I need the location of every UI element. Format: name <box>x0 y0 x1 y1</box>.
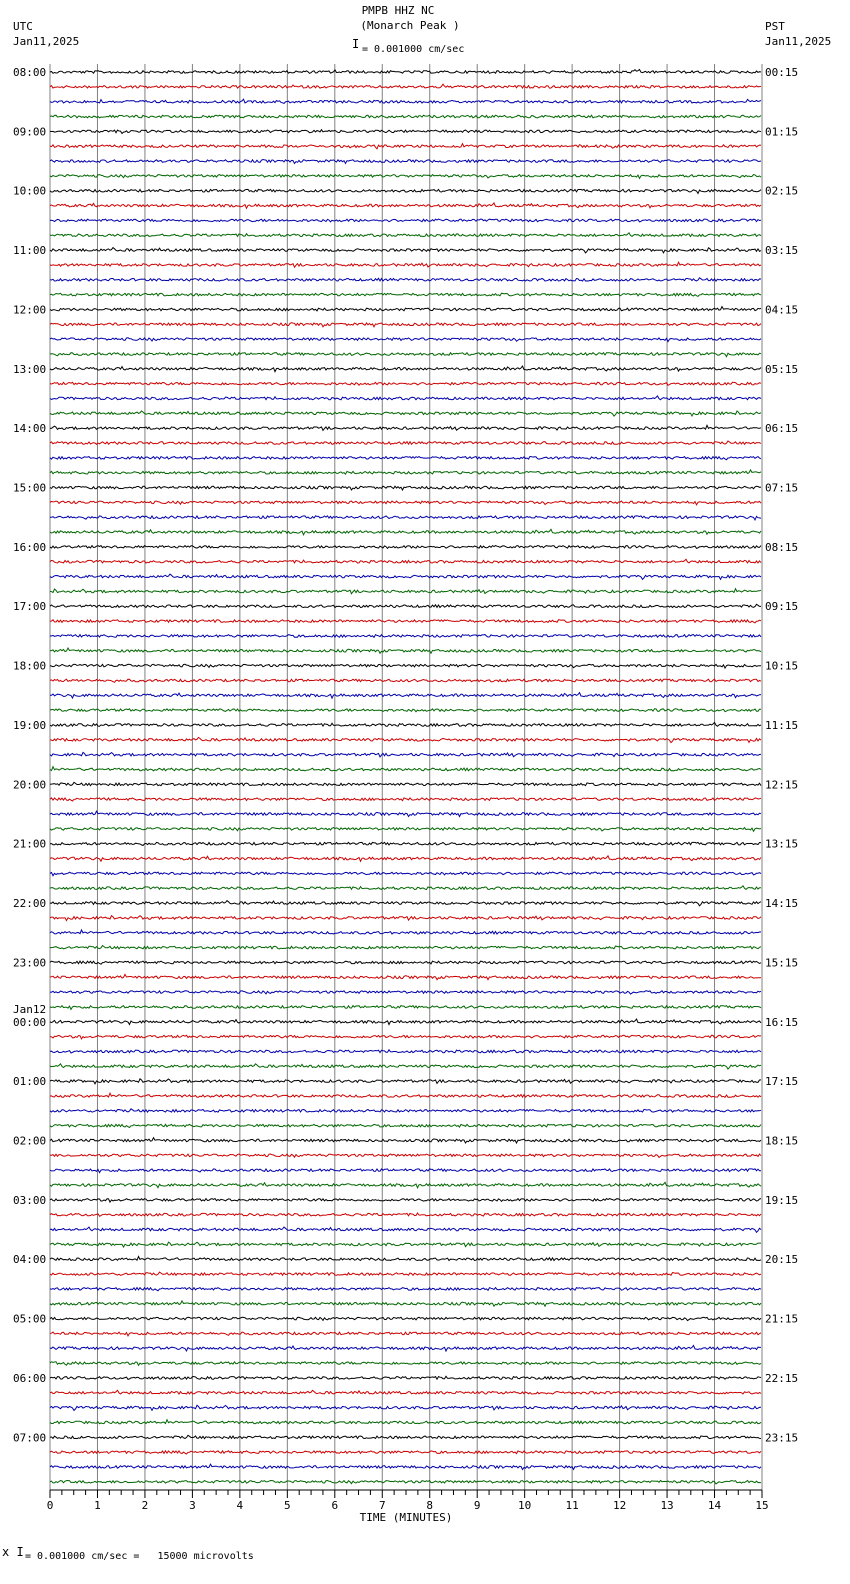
x-tick-label: 7 <box>378 1499 386 1512</box>
seismic-trace <box>50 1257 761 1261</box>
seismic-trace <box>50 946 761 949</box>
utc-hour-label: 20:00 <box>13 778 47 792</box>
date-change-label: Jan12 <box>13 1002 47 1016</box>
seismic-trace <box>50 1332 761 1336</box>
x-tick-label: 14 <box>707 1499 722 1512</box>
pst-hour-label: 20:15 <box>765 1253 799 1267</box>
seismic-trace <box>50 589 761 594</box>
seismic-trace <box>50 1405 761 1410</box>
seismic-trace <box>50 160 761 164</box>
pst-hour-label: 07:15 <box>765 481 799 495</box>
right-date: Jan11,2025 <box>765 35 832 48</box>
left-date: Jan11,2025 <box>13 35 80 48</box>
utc-hour-label: 13:00 <box>13 362 47 376</box>
seismic-trace <box>50 486 761 490</box>
seismic-trace <box>50 828 761 832</box>
x-tick-label: 15 <box>755 1499 769 1512</box>
x-tick-label: 9 <box>473 1499 481 1512</box>
scale-text: = 0.001000 cm/sec <box>362 44 465 55</box>
footer-scale-text: = 0.001000 cm/sec = 15000 microvolts <box>25 1551 254 1562</box>
pst-hour-label: 14:15 <box>765 897 799 911</box>
utc-hour-label: 10:00 <box>13 184 47 198</box>
seismic-trace <box>50 366 761 372</box>
seismic-trace <box>50 635 761 638</box>
utc-hour-label: 21:00 <box>13 837 47 851</box>
seismic-trace <box>50 559 761 563</box>
pst-hour-label: 16:15 <box>765 1015 799 1029</box>
utc-hour-label: 18:00 <box>13 659 47 673</box>
footer-scale-icon: x I <box>2 1545 24 1559</box>
pst-hour-label: 19:15 <box>765 1193 799 1207</box>
seismic-trace <box>50 648 761 653</box>
x-tick-label: 2 <box>141 1499 149 1512</box>
utc-hour-label: 00:00 <box>13 1015 47 1029</box>
seismic-trace <box>50 930 761 934</box>
pst-hour-label: 17:15 <box>765 1075 799 1089</box>
pst-hour-label: 08:15 <box>765 540 799 554</box>
seismic-trace <box>50 425 761 430</box>
utc-hour-label: 09:00 <box>13 125 47 139</box>
seismic-trace <box>50 693 761 699</box>
seismic-trace <box>50 1451 761 1454</box>
seismic-trace <box>50 189 761 193</box>
seismic-trace <box>50 130 761 134</box>
seismic-trace <box>50 782 761 785</box>
seismic-trace <box>50 293 761 296</box>
pst-hour-label: 10:15 <box>765 659 799 673</box>
seismic-trace <box>50 620 761 623</box>
utc-hour-label: 07:00 <box>13 1431 47 1445</box>
seismic-trace <box>50 1182 761 1188</box>
seismic-trace <box>50 516 761 520</box>
seismic-trace <box>50 886 761 890</box>
x-tick-label: 13 <box>660 1499 674 1512</box>
x-tick-label: 4 <box>236 1499 244 1512</box>
seismic-trace <box>50 1064 761 1069</box>
utc-hour-label: 06:00 <box>13 1371 47 1385</box>
seismic-trace <box>50 338 761 342</box>
pst-hour-label: 00:15 <box>765 66 799 79</box>
seismic-trace <box>50 396 761 400</box>
seismic-trace <box>50 872 761 876</box>
seismic-trace <box>50 1019 761 1024</box>
seismic-trace <box>50 961 761 964</box>
seismic-trace <box>50 115 761 118</box>
x-tick-label: 11 <box>565 1499 579 1512</box>
seismic-trace <box>50 1006 761 1010</box>
seismic-trace <box>50 456 761 459</box>
seismic-trace <box>50 574 761 579</box>
seismic-trace <box>50 1079 761 1084</box>
seismic-trace <box>50 1390 761 1394</box>
utc-hour-label: 04:00 <box>13 1253 47 1267</box>
utc-hour-label: 19:00 <box>13 718 47 732</box>
seismic-trace <box>50 529 761 535</box>
station-location: (Monarch Peak ) <box>360 19 460 32</box>
seismic-trace <box>50 1376 761 1379</box>
pst-hour-label: 02:15 <box>765 184 799 198</box>
seismic-trace <box>50 901 761 906</box>
seismic-trace <box>50 767 761 771</box>
pst-hour-label: 13:15 <box>765 837 799 851</box>
seismic-trace <box>50 737 761 742</box>
seismic-trace <box>50 353 761 357</box>
seismic-trace <box>50 546 761 549</box>
seismic-trace <box>50 1481 761 1484</box>
seismic-trace <box>50 916 761 921</box>
seismic-trace <box>50 1435 761 1438</box>
utc-hour-label: 11:00 <box>13 244 47 258</box>
seismic-trace <box>50 233 761 237</box>
x-tick-label: 6 <box>331 1499 339 1512</box>
seismic-trace <box>50 1464 761 1469</box>
seismic-trace <box>50 84 761 88</box>
utc-hour-label: 17:00 <box>13 600 47 614</box>
seismic-trace <box>50 323 761 327</box>
utc-hour-label: 23:00 <box>13 956 47 970</box>
seismic-trace <box>50 1288 761 1291</box>
x-tick-label: 0 <box>46 1499 54 1512</box>
seismic-trace <box>50 752 761 757</box>
seismic-trace <box>50 842 761 845</box>
seismic-trace <box>50 1138 761 1143</box>
seismic-trace <box>50 70 761 74</box>
x-tick-label: 8 <box>426 1499 434 1512</box>
seismic-trace <box>50 1199 761 1203</box>
pst-hour-label: 23:15 <box>765 1431 799 1445</box>
seismic-trace <box>50 1124 761 1127</box>
pst-hour-label: 01:15 <box>765 125 799 139</box>
seismic-trace <box>50 991 761 994</box>
seismic-trace <box>50 723 761 727</box>
seismic-trace <box>50 664 761 668</box>
seismic-trace <box>50 811 761 816</box>
seismic-trace <box>50 470 761 474</box>
seismic-trace <box>50 856 761 862</box>
pst-hour-label: 21:15 <box>765 1312 799 1326</box>
seismic-trace <box>50 219 761 222</box>
seismic-trace <box>50 441 761 444</box>
pst-hour-label: 05:15 <box>765 362 799 376</box>
pst-hour-label: 15:15 <box>765 956 799 970</box>
left-timezone: UTC <box>13 20 33 33</box>
seismic-trace <box>50 411 761 416</box>
x-tick-label: 3 <box>189 1499 196 1512</box>
seismic-trace <box>50 1346 761 1352</box>
seismic-trace <box>50 144 761 149</box>
pst-hour-label: 18:15 <box>765 1134 799 1148</box>
seismic-trace <box>50 382 761 385</box>
x-tick-label: 5 <box>284 1499 291 1512</box>
seismic-trace <box>50 1362 761 1366</box>
seismic-trace <box>50 1272 761 1275</box>
seismic-trace <box>50 175 761 179</box>
seismic-trace <box>50 203 761 208</box>
x-tick-label: 12 <box>612 1499 627 1512</box>
x-tick-label: 10 <box>518 1499 532 1512</box>
seismic-trace <box>50 1093 761 1097</box>
seismic-trace <box>50 604 761 607</box>
seismic-trace <box>50 679 761 682</box>
seismic-trace <box>50 307 761 311</box>
utc-hour-label: 03:00 <box>13 1193 47 1207</box>
seismic-trace <box>50 1050 761 1053</box>
pst-hour-label: 03:15 <box>765 244 799 258</box>
seismic-trace <box>50 1420 761 1424</box>
right-timezone: PST <box>765 20 785 33</box>
seismic-trace <box>50 709 761 712</box>
seismic-trace <box>50 1227 761 1232</box>
seismic-trace <box>50 974 761 979</box>
station-title: PMPB HHZ NC <box>361 4 435 17</box>
utc-hour-label: 08:00 <box>13 66 47 79</box>
seismic-trace <box>50 501 761 505</box>
seismic-trace <box>50 1213 761 1216</box>
utc-hour-label: 05:00 <box>13 1312 47 1326</box>
x-tick-label: 1 <box>94 1499 101 1512</box>
seismic-trace <box>50 1154 761 1157</box>
seismic-trace <box>50 1301 761 1306</box>
utc-hour-label: 22:00 <box>13 897 47 911</box>
pst-hour-label: 09:15 <box>765 600 799 614</box>
x-axis-title: TIME (MINUTES) <box>359 1511 453 1524</box>
seismic-trace <box>50 1242 761 1247</box>
seismic-trace <box>50 1169 761 1173</box>
utc-hour-label: 14:00 <box>13 422 47 436</box>
seismic-trace <box>50 262 761 267</box>
seismic-trace <box>50 248 761 253</box>
seismic-trace <box>50 99 761 103</box>
pst-hour-label: 04:15 <box>765 303 799 317</box>
seismic-trace <box>50 1035 761 1039</box>
pst-hour-label: 12:15 <box>765 778 799 792</box>
seismic-trace <box>50 278 761 281</box>
seismic-trace <box>50 1109 761 1112</box>
seismic-trace <box>50 1317 761 1320</box>
utc-hour-label: 01:00 <box>13 1075 47 1089</box>
utc-hour-label: 15:00 <box>13 481 47 495</box>
utc-hour-label: 16:00 <box>13 540 47 554</box>
pst-hour-label: 22:15 <box>765 1371 799 1385</box>
utc-hour-label: 12:00 <box>13 303 47 317</box>
seismic-trace <box>50 798 761 801</box>
pst-hour-label: 11:15 <box>765 718 799 732</box>
utc-hour-label: 02:00 <box>13 1134 47 1148</box>
scale-bar-icon: I <box>352 37 360 51</box>
pst-hour-label: 06:15 <box>765 422 799 436</box>
